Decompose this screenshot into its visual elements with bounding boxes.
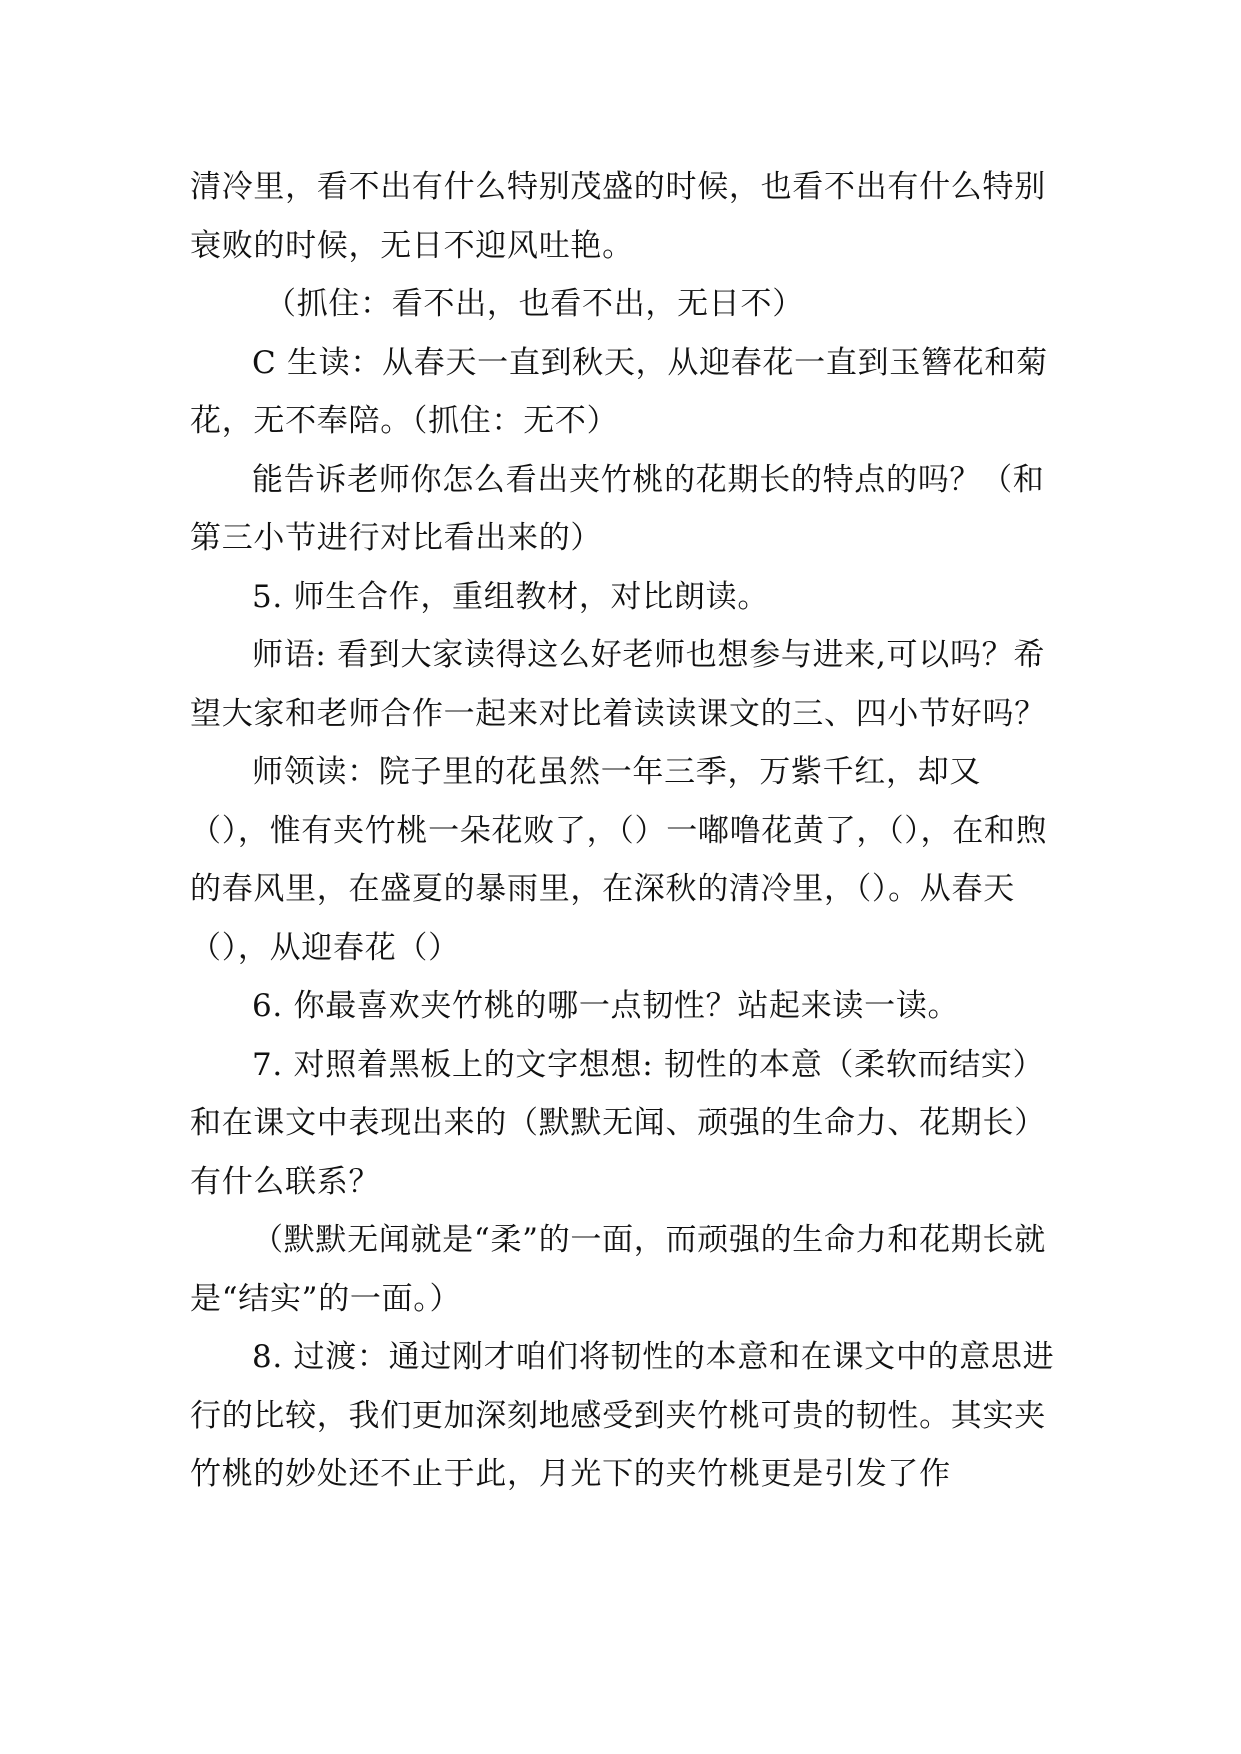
body-text xyxy=(190,158,1060,1504)
paragraph-11: 8. 过渡：通过刚才咱们将韧性的本意和在课文中的意思进行的比较，我们更加深刻地感受到夹竹桃可贵的韧性。其实夹竹桃的妙处还不止于此，月光下的夹竹桃更是引发了作 xyxy=(190,1339,1055,1492)
paragraph-6: 师语: 看到大家读得这么好老师也想参与进来,可以吗？希望大家和老师合作一起来对比着读读课文的三、四小节好吗？ xyxy=(190,637,1046,732)
paragraph-1: 清冷里，看不出有什么特别茂盛的时候，也看不出有什么特别衰败的时候，无日不迎风吐艳。 xyxy=(190,169,1046,264)
paragraph-4: 能告诉老师你怎么看出夹竹桃的花期长的特点的吗？（和第三小节进行对比看出来的） xyxy=(190,461,1045,556)
paragraph-5: 5. 师生合作，重组教材，对比朗读。 xyxy=(252,578,770,615)
paragraph-2: （抓住：看不出，也看不出，无日不） xyxy=(265,286,804,322)
paragraph-3: C 生读：从春天一直到秋天，从迎春花一直到玉簪花和菊花，无不奉陪。（抓住：无不） xyxy=(190,344,1048,439)
paragraph-7: 师领读：院子里的花虽然一年三季，万紫千红，却又（），惟有夹竹桃一朵花败了，（）一嘟噜花黄了，（），在和煦的春风里，在盛夏的暴雨里，在深秋的清冷里，（）。从春天（），从迎春花（） xyxy=(190,754,1048,966)
paragraph-8: 6. 你最喜欢夹竹桃的哪一点韧性？站起来读一读。 xyxy=(252,988,960,1024)
paragraph-9: 7. 对照着黑板上的文字想想: 韧性的本意（柔软而结实）和在课文中表现出来的（默默无闻、顽强的生命力、花期长）有什么联系？ xyxy=(190,1046,1046,1200)
paragraph-10: （默默无闻就是“柔”的一面，而顽强的生命力和花期长就是“结实”的一面。） xyxy=(190,1222,1046,1317)
